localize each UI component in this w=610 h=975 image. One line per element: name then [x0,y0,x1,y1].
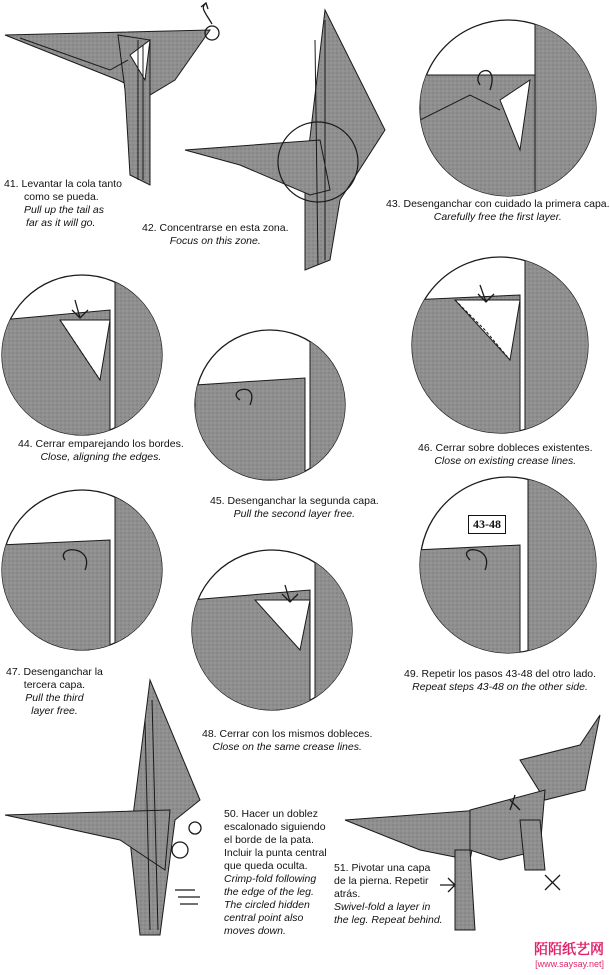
step44-caption: 44. Cerrar emparejando los bordes. Close, aligning the edges. [18,438,184,463]
step46-caption: 46. Cerrar sobre dobleces existentes. Close on existing crease lines. [418,442,593,467]
watermark [534,939,604,969]
step42-caption: 42. Concentrarse en esta zona. Focus on this zone. [142,222,289,247]
watermark-url: [www.saysay.net] [535,959,604,969]
step48-caption: 48. Cerrar con los mismos dobleces. Close on the same crease lines. [202,728,373,753]
step43-caption: 43. Desenganchar con cuidado la primera capa. Carefully free the first layer. [386,198,610,223]
step49-reference-box: 43-48 [468,515,506,534]
watermark-title: 陌陌纸艺网 [534,941,604,957]
step50-caption: 50. Hacer un doblez escalonado siguiendo el borde de la pata. Incluir la punta central que queda oculta. Crimp-fold following the edge of the leg. The circled hidden central point also moves down. [224,808,327,937]
step45-caption: 45. Desenganchar la segunda capa. Pull the second layer free. [210,495,379,520]
step41-caption: 41. Levantar la cola tanto como se pueda. Pull up the tail as far as it will go. [4,178,122,229]
step49-caption: 49. Repetir los pasos 43-48 del otro lado. Repeat steps 43-48 on the other side. [404,668,597,693]
step46-closeup [410,255,605,435]
step47-caption: 47. Desenganchar la tercera capa. Pull the third layer free. [6,666,103,717]
step48-closeup [190,545,365,715]
step50-model [5,680,201,935]
step44-closeup [0,270,175,440]
step47-closeup [0,485,175,655]
step41-model [5,3,219,185]
step43-closeup [420,20,610,200]
step51-caption: 51. Pivotar una capa de la pierna. Repetir atrás. Swivel-fold a layer in the leg. Repeat behind. [334,862,443,926]
step45-closeup [195,330,350,490]
step49-closeup [415,475,608,655]
